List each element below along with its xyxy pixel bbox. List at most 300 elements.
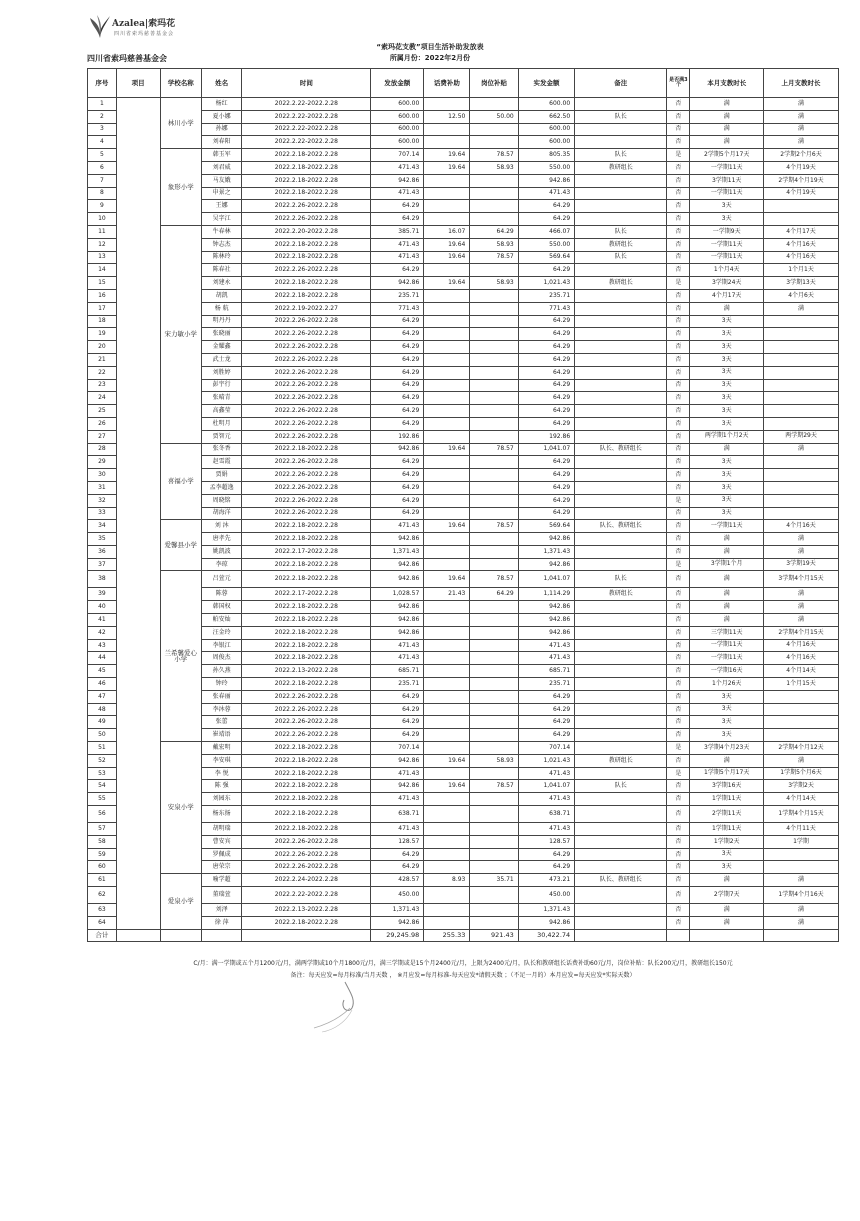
col-header: 岗位补贴 <box>470 69 518 98</box>
period: 2022.2.26-2022.2.28 <box>242 200 371 213</box>
post-subsidy <box>470 379 518 392</box>
post-subsidy: 78.57 <box>470 520 518 533</box>
phone-subsidy: 19.64 <box>424 754 470 767</box>
period: 2022.2.13-2022.2.28 <box>242 665 371 678</box>
paid-amount: 64.29 <box>518 392 574 405</box>
this-month-duration: 3天 <box>690 200 764 213</box>
row-number: 18 <box>88 315 117 328</box>
paid-amount: 64.29 <box>518 315 574 328</box>
phone-subsidy <box>424 341 470 354</box>
post-subsidy <box>470 665 518 678</box>
teacher-name: 孙娜 <box>202 123 242 136</box>
over-3-months: 否 <box>667 405 690 418</box>
teacher-name: 李安琪 <box>202 754 242 767</box>
row-number: 60 <box>88 861 117 874</box>
period: 2022.2.18-2022.2.28 <box>242 187 371 200</box>
row-number: 8 <box>88 187 117 200</box>
row-number: 33 <box>88 507 117 520</box>
row-number: 35 <box>88 533 117 546</box>
remark <box>575 823 667 836</box>
school-name: 兰希馨爱心小学 <box>160 571 201 742</box>
this-month-duration: 满 <box>690 571 764 588</box>
paid-amount: 64.29 <box>518 353 574 366</box>
paid-amount: 1,371.43 <box>518 545 574 558</box>
row-number: 27 <box>88 430 117 443</box>
over-3-months: 否 <box>667 793 690 806</box>
remark: 教研组长 <box>575 238 667 251</box>
remark <box>575 678 667 691</box>
row-number: 57 <box>88 823 117 836</box>
post-subsidy <box>470 136 518 149</box>
last-month-duration: 满 <box>764 754 839 767</box>
phone-subsidy <box>424 469 470 482</box>
row-number: 3 <box>88 123 117 136</box>
paid-amount: 942.86 <box>518 601 574 614</box>
row-number: 15 <box>88 277 117 290</box>
empty-cell <box>116 929 160 941</box>
remark: 教研组长 <box>575 161 667 174</box>
phone-subsidy <box>424 614 470 627</box>
post-subsidy <box>470 614 518 627</box>
phone-subsidy <box>424 887 470 904</box>
phone-subsidy <box>424 213 470 226</box>
over-3-months: 否 <box>667 823 690 836</box>
col-header: 实发金额 <box>518 69 574 98</box>
amount: 64.29 <box>371 861 424 874</box>
row-number: 62 <box>88 887 117 904</box>
phone-subsidy <box>424 729 470 742</box>
period: 2022.2.22-2022.2.28 <box>242 136 371 149</box>
remark <box>575 353 667 366</box>
last-month-duration: 1学期5个月6天 <box>764 767 839 780</box>
period: 2022.2.18-2022.2.28 <box>242 823 371 836</box>
post-subsidy <box>470 187 518 200</box>
paid-amount: 1,371.43 <box>518 904 574 917</box>
phone-subsidy <box>424 136 470 149</box>
paid-amount: 771.43 <box>518 302 574 315</box>
this-month-duration: 满 <box>690 545 764 558</box>
post-subsidy <box>470 315 518 328</box>
last-month-duration: 4个月19天 <box>764 161 839 174</box>
row-number: 25 <box>88 405 117 418</box>
paid-amount: 64.29 <box>518 494 574 507</box>
remark: 教研组长 <box>575 277 667 290</box>
this-month-duration: 一学期16天 <box>690 665 764 678</box>
col-header: 学校名称 <box>160 69 201 98</box>
last-month-duration: 1个月1天 <box>764 264 839 277</box>
this-month-duration: 满 <box>690 754 764 767</box>
remark: 队长、教研组长 <box>575 874 667 887</box>
over-3-months: 否 <box>667 302 690 315</box>
phone-subsidy <box>424 353 470 366</box>
remark <box>575 392 667 405</box>
phone-subsidy: 12.50 <box>424 110 470 123</box>
over-3-months: 否 <box>667 289 690 302</box>
over-3-months: 否 <box>667 353 690 366</box>
row-number: 54 <box>88 780 117 793</box>
teacher-name: 李沐蓉 <box>202 703 242 716</box>
over-3-months: 否 <box>667 861 690 874</box>
subsidy-table <box>87 68 839 942</box>
teacher-name: 韩国权 <box>202 601 242 614</box>
teacher-name: 赵雪霞 <box>202 456 242 469</box>
empty-cell <box>202 929 242 941</box>
remark: 队长 <box>575 225 667 238</box>
over-3-months: 否 <box>667 545 690 558</box>
phone-subsidy <box>424 494 470 507</box>
teacher-name: 李银江 <box>202 639 242 652</box>
over-3-months: 否 <box>667 887 690 904</box>
post-subsidy: 58.93 <box>470 161 518 174</box>
remark <box>575 456 667 469</box>
post-subsidy <box>470 366 518 379</box>
teacher-name: 胡海洋 <box>202 507 242 520</box>
teacher-name: 崔靖语 <box>202 729 242 742</box>
period: 2022.2.18-2022.2.28 <box>242 571 371 588</box>
over-3-months: 否 <box>667 520 690 533</box>
paid-amount: 64.29 <box>518 481 574 494</box>
paid-amount: 550.00 <box>518 161 574 174</box>
amount: 64.29 <box>371 341 424 354</box>
over-3-months: 否 <box>667 187 690 200</box>
remark: 队长 <box>575 110 667 123</box>
remark <box>575 703 667 716</box>
period: 2022.2.18-2022.2.28 <box>242 652 371 665</box>
paid-amount: 707.14 <box>518 742 574 755</box>
phone-subsidy <box>424 690 470 703</box>
remark <box>575 341 667 354</box>
row-number: 47 <box>88 690 117 703</box>
remark <box>575 315 667 328</box>
over-3-months: 否 <box>667 213 690 226</box>
amount: 471.43 <box>371 161 424 174</box>
paid-amount: 471.43 <box>518 793 574 806</box>
row-number: 24 <box>88 392 117 405</box>
school-name: 爱馨县小学 <box>160 520 201 571</box>
last-month-duration: 满 <box>764 545 839 558</box>
this-month-duration: 3天 <box>690 729 764 742</box>
period: 2022.2.26-2022.2.28 <box>242 848 371 861</box>
this-month-duration: 3天 <box>690 213 764 226</box>
post-subsidy <box>470 678 518 691</box>
over-3-months: 否 <box>667 690 690 703</box>
phone-subsidy <box>424 601 470 614</box>
teacher-name: 吕萱元 <box>202 571 242 588</box>
total-phone-subsidy: 255.33 <box>424 929 470 941</box>
remark: 队长 <box>575 149 667 162</box>
teacher-name: 喻学超 <box>202 874 242 887</box>
paid-amount: 471.43 <box>518 639 574 652</box>
over-3-months: 否 <box>667 225 690 238</box>
this-month-duration: 3天 <box>690 379 764 392</box>
teacher-name: 贾娟 <box>202 469 242 482</box>
post-subsidy <box>470 835 518 848</box>
row-number: 23 <box>88 379 117 392</box>
row-number: 28 <box>88 443 117 456</box>
this-month-duration: 3学期11天 <box>690 174 764 187</box>
paid-amount: 64.29 <box>518 379 574 392</box>
this-month-duration: 3天 <box>690 690 764 703</box>
post-subsidy <box>470 916 518 929</box>
remark <box>575 601 667 614</box>
post-subsidy <box>470 848 518 861</box>
this-month-duration: 一学期9天 <box>690 225 764 238</box>
teacher-name: 汪金玲 <box>202 626 242 639</box>
remark <box>575 494 667 507</box>
amount: 707.14 <box>371 149 424 162</box>
this-month-duration: 一学期11天 <box>690 639 764 652</box>
post-subsidy <box>470 456 518 469</box>
over-3-months: 否 <box>667 366 690 379</box>
period: 2022.2.18-2022.2.28 <box>242 174 371 187</box>
phone-subsidy <box>424 545 470 558</box>
period: 2022.2.18-2022.2.28 <box>242 780 371 793</box>
table-row <box>88 571 839 588</box>
amount: 64.29 <box>371 353 424 366</box>
total-paid: 30,422.74 <box>518 929 574 941</box>
paid-amount: 1,021.43 <box>518 754 574 767</box>
remark <box>575 545 667 558</box>
total-post-subsidy: 921.43 <box>470 929 518 941</box>
paid-amount: 662.50 <box>518 110 574 123</box>
period: 2022.2.18-2022.2.28 <box>242 533 371 546</box>
teacher-name: 董瑞萱 <box>202 887 242 904</box>
period: 2022.2.18-2022.2.28 <box>242 742 371 755</box>
post-subsidy: 50.00 <box>470 110 518 123</box>
remark <box>575 614 667 627</box>
last-month-duration <box>764 200 839 213</box>
row-number: 43 <box>88 639 117 652</box>
over-3-months: 否 <box>667 417 690 430</box>
paid-amount: 235.71 <box>518 678 574 691</box>
row-number: 55 <box>88 793 117 806</box>
amount: 64.29 <box>371 716 424 729</box>
remark <box>575 806 667 823</box>
teacher-name: 张冬香 <box>202 443 242 456</box>
logo-subtext: 四川省索玛慈善基金会 <box>114 31 175 37</box>
remark <box>575 213 667 226</box>
remark <box>575 123 667 136</box>
document-title: “索玛花支教”项目生活补助发放表 <box>376 43 484 51</box>
last-month-duration: 满 <box>764 123 839 136</box>
last-month-duration: 2学期4个月19天 <box>764 174 839 187</box>
remark <box>575 366 667 379</box>
remark <box>575 626 667 639</box>
paid-amount: 64.29 <box>518 729 574 742</box>
post-subsidy: 78.57 <box>470 251 518 264</box>
row-number: 53 <box>88 767 117 780</box>
row-number: 31 <box>88 481 117 494</box>
col-header: 本月支教时长 <box>690 69 764 98</box>
remark <box>575 481 667 494</box>
this-month-duration: 满 <box>690 136 764 149</box>
last-month-duration: 2学期4个月12天 <box>764 742 839 755</box>
row-number: 63 <box>88 904 117 917</box>
last-month-duration: 满 <box>764 110 839 123</box>
teacher-name: 陈春社 <box>202 264 242 277</box>
this-month-duration: 一学期11天 <box>690 161 764 174</box>
amount: 1,371.43 <box>371 545 424 558</box>
paid-amount: 600.00 <box>518 98 574 111</box>
amount: 64.29 <box>371 328 424 341</box>
teacher-name: 陈蓉 <box>202 588 242 601</box>
remark <box>575 887 667 904</box>
teacher-name: 申景之 <box>202 187 242 200</box>
total-label: 合计 <box>88 929 117 941</box>
paid-amount: 471.43 <box>518 823 574 836</box>
post-subsidy <box>470 174 518 187</box>
paid-amount: 64.29 <box>518 703 574 716</box>
post-subsidy <box>470 392 518 405</box>
last-month-duration <box>764 469 839 482</box>
post-subsidy <box>470 887 518 904</box>
remark <box>575 136 667 149</box>
amount: 235.71 <box>371 289 424 302</box>
last-month-duration: 两学期29天 <box>764 430 839 443</box>
teacher-name: 姚凯波 <box>202 545 242 558</box>
this-month-duration: 满 <box>690 614 764 627</box>
over-3-months: 否 <box>667 379 690 392</box>
this-month-duration: 1学期11天 <box>690 823 764 836</box>
teacher-name: 张晓丽 <box>202 328 242 341</box>
over-3-months: 否 <box>667 601 690 614</box>
paid-amount: 942.86 <box>518 533 574 546</box>
amount: 450.00 <box>371 887 424 904</box>
period: 2022.2.18-2022.2.28 <box>242 289 371 302</box>
over-3-months: 是 <box>667 558 690 571</box>
amount: 942.86 <box>371 174 424 187</box>
post-subsidy <box>470 469 518 482</box>
post-subsidy <box>470 861 518 874</box>
paid-amount: 64.29 <box>518 341 574 354</box>
teacher-name: 胡凯 <box>202 289 242 302</box>
post-subsidy <box>470 904 518 917</box>
period: 2022.2.26-2022.2.28 <box>242 264 371 277</box>
note-line-2: 备注：每天应发=每月标准/当月天数 ， ※月应发=每月标准-每天应发*请假天数 ；（不足一月的）本月应发=每天应发*实际天数） <box>290 972 636 979</box>
empty-cell <box>667 929 690 941</box>
last-month-duration <box>764 494 839 507</box>
phone-subsidy <box>424 767 470 780</box>
post-subsidy <box>470 417 518 430</box>
teacher-name: 吴字江 <box>202 213 242 226</box>
period: 2022.2.18-2022.2.28 <box>242 251 371 264</box>
over-3-months: 否 <box>667 665 690 678</box>
this-month-duration: 3天 <box>690 405 764 418</box>
post-subsidy <box>470 123 518 136</box>
amount: 64.29 <box>371 366 424 379</box>
remark <box>575 533 667 546</box>
amount: 64.29 <box>371 703 424 716</box>
remark <box>575 187 667 200</box>
amount: 600.00 <box>371 110 424 123</box>
amount: 64.29 <box>371 729 424 742</box>
this-month-duration: 3学期4个月23天 <box>690 742 764 755</box>
amount: 471.43 <box>371 823 424 836</box>
paid-amount: 64.29 <box>518 366 574 379</box>
teacher-name: 曹安宾 <box>202 835 242 848</box>
amount: 64.29 <box>371 848 424 861</box>
this-month-duration: 3天 <box>690 417 764 430</box>
period: 2022.2.18-2022.2.28 <box>242 626 371 639</box>
row-number: 16 <box>88 289 117 302</box>
last-month-duration <box>764 690 839 703</box>
amount: 471.43 <box>371 639 424 652</box>
table-row <box>88 443 839 456</box>
phone-subsidy: 19.64 <box>424 277 470 290</box>
paid-amount: 64.29 <box>518 848 574 861</box>
logo-text: Azalea|索玛花 <box>112 19 176 29</box>
this-month-duration: 2学期7天 <box>690 887 764 904</box>
post-subsidy: 58.93 <box>470 277 518 290</box>
this-month-duration: 3天 <box>690 703 764 716</box>
phone-subsidy <box>424 848 470 861</box>
remark <box>575 861 667 874</box>
post-subsidy <box>470 626 518 639</box>
teacher-name: 周晓铭 <box>202 494 242 507</box>
post-subsidy <box>470 98 518 111</box>
teacher-name: 金耀鑫 <box>202 341 242 354</box>
remark <box>575 767 667 780</box>
amount: 471.43 <box>371 251 424 264</box>
period: 2022.2.26-2022.2.28 <box>242 835 371 848</box>
amount: 942.86 <box>371 614 424 627</box>
this-month-duration: 3天 <box>690 481 764 494</box>
remark <box>575 200 667 213</box>
amount: 64.29 <box>371 469 424 482</box>
empty-cell <box>690 929 764 941</box>
phone-subsidy <box>424 481 470 494</box>
over-3-months: 否 <box>667 652 690 665</box>
over-3-months: 否 <box>667 161 690 174</box>
this-month-duration: 3学期24天 <box>690 277 764 290</box>
phone-subsidy: 19.64 <box>424 238 470 251</box>
total-amount: 29,245.98 <box>371 929 424 941</box>
this-month-duration: 满 <box>690 904 764 917</box>
post-subsidy: 58.93 <box>470 754 518 767</box>
over-3-months: 否 <box>667 571 690 588</box>
post-subsidy <box>470 430 518 443</box>
this-month-duration: 1个月26天 <box>690 678 764 691</box>
paid-amount: 569.64 <box>518 520 574 533</box>
paid-amount: 64.29 <box>518 213 574 226</box>
teacher-name: 彭宇行 <box>202 379 242 392</box>
this-month-duration: 1学期5个月17天 <box>690 767 764 780</box>
row-number: 19 <box>88 328 117 341</box>
school-name: 象形小学 <box>160 149 201 226</box>
post-subsidy <box>470 793 518 806</box>
teacher-name: 帕安灿 <box>202 614 242 627</box>
paid-amount: 64.29 <box>518 507 574 520</box>
remark: 教研组长 <box>575 588 667 601</box>
over-3-months: 否 <box>667 588 690 601</box>
post-subsidy <box>470 729 518 742</box>
period: 2022.2.26-2022.2.28 <box>242 481 371 494</box>
amount: 64.29 <box>371 379 424 392</box>
teacher-name: 刘 沐 <box>202 520 242 533</box>
paid-amount: 1,041.07 <box>518 571 574 588</box>
over-3-months: 否 <box>667 110 690 123</box>
post-subsidy <box>470 716 518 729</box>
post-subsidy <box>470 806 518 823</box>
post-subsidy <box>470 507 518 520</box>
amount: 600.00 <box>371 136 424 149</box>
empty-cell <box>160 929 201 941</box>
over-3-months: 否 <box>667 200 690 213</box>
row-number: 34 <box>88 520 117 533</box>
row-number: 12 <box>88 238 117 251</box>
amount: 385.71 <box>371 225 424 238</box>
last-month-duration: 4个月11天 <box>764 823 839 836</box>
